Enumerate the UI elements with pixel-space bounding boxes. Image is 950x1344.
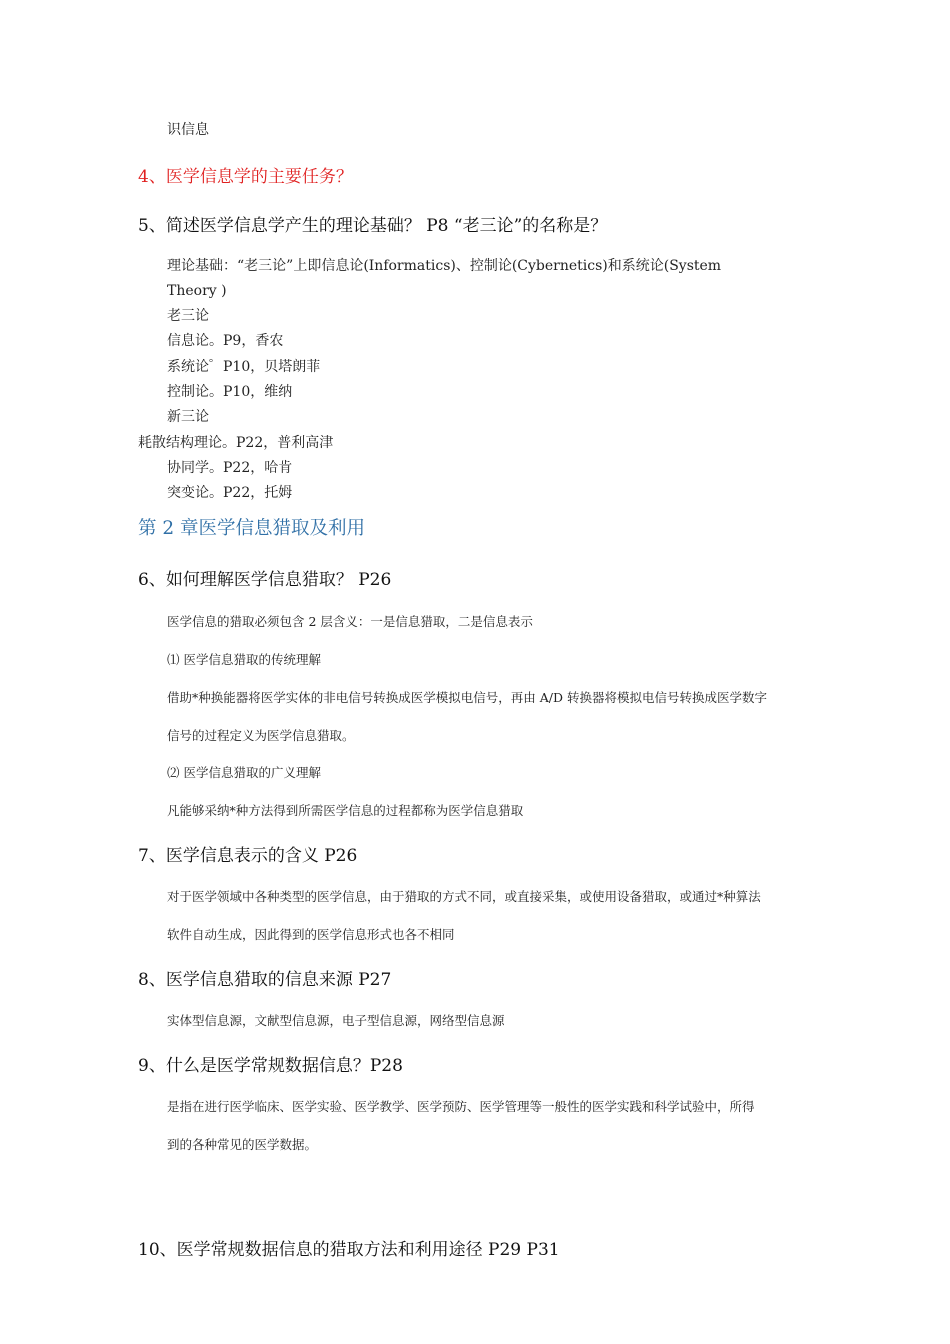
question-5-heading: 5、简述医学信息学产生的理论基础？ P8 “老三论”的名称是？ xyxy=(138,216,608,236)
question-7-heading: 7、医学信息表示的含义 P26 xyxy=(138,846,358,866)
answer-line: 协同学。P22，哈肯 xyxy=(167,460,293,476)
answer-line: Theory ) xyxy=(167,283,227,299)
answer-line: ⑵ 医学信息猎取的广义理解 xyxy=(167,765,321,780)
question-10-heading: 10、医学常规数据信息的猎取方法和利用途径 P29 P31 xyxy=(138,1240,560,1260)
question-6-heading: 6、如何理解医学信息猎取？ P26 xyxy=(138,570,392,590)
answer-line: 信号的过程定义为医学信息猎取。 xyxy=(167,728,355,743)
answer-line: 是指在进行医学临床、医学实验、医学教学、医学预防、医学管理等一般性的医学实践和科学试验中，所得 xyxy=(167,1099,755,1114)
answer-line: 控制论。P10，维纳 xyxy=(167,384,293,400)
chapter-heading: 第 2 章医学信息猎取及利用 xyxy=(138,518,366,539)
answer-line: 突变论。P22，托姆 xyxy=(167,485,293,501)
answer-line: 老三论 xyxy=(167,308,209,324)
answer-line: 信息论。P9，香农 xyxy=(167,333,284,349)
answer-line: 耗散结构理论。P22，普利高津 xyxy=(138,435,334,451)
answer-line: 软件自动生成，因此得到的医学信息形式也各不相同 xyxy=(167,927,455,942)
answer-line: 对于医学领域中各种类型的医学信息，由于猎取的方式不同，或直接采集，或使用设备猎取，或通过*种算法 xyxy=(167,889,761,904)
answer-line: 实体型信息源，文献型信息源，电子型信息源，网络型信息源 xyxy=(167,1013,505,1028)
answer-line: 新三论 xyxy=(167,409,209,425)
text-line: 识信息 xyxy=(167,122,209,138)
answer-line: 医学信息的猎取必须包含 2 层含义：一是信息猎取，二是信息表示 xyxy=(167,614,533,629)
answer-line: 凡能够采纳*种方法得到所需医学信息的过程都称为医学信息猎取 xyxy=(167,803,524,818)
question-8-heading: 8、医学信息猎取的信息来源 P27 xyxy=(138,970,392,990)
answer-line: 理论基础：“老三论”上即信息论(Informatics)、控制论(Cybernetics)和系统论(System xyxy=(167,258,722,274)
answer-line: 系统论゜P10，贝塔朗菲 xyxy=(167,359,321,375)
question-4-heading: 4、医学信息学的主要任务？ xyxy=(138,167,353,187)
answer-line: ⑴ 医学信息猎取的传统理解 xyxy=(167,652,321,667)
question-9-heading: 9、什么是医学常规数据信息？P28 xyxy=(138,1056,403,1076)
answer-line: 借助*种换能器将医学实体的非电信号转换成医学模拟电信号，再由 A/D 转换器将模拟电信号转换成医学数字 xyxy=(167,690,767,705)
answer-line: 到的各种常见的医学数据。 xyxy=(167,1137,318,1152)
